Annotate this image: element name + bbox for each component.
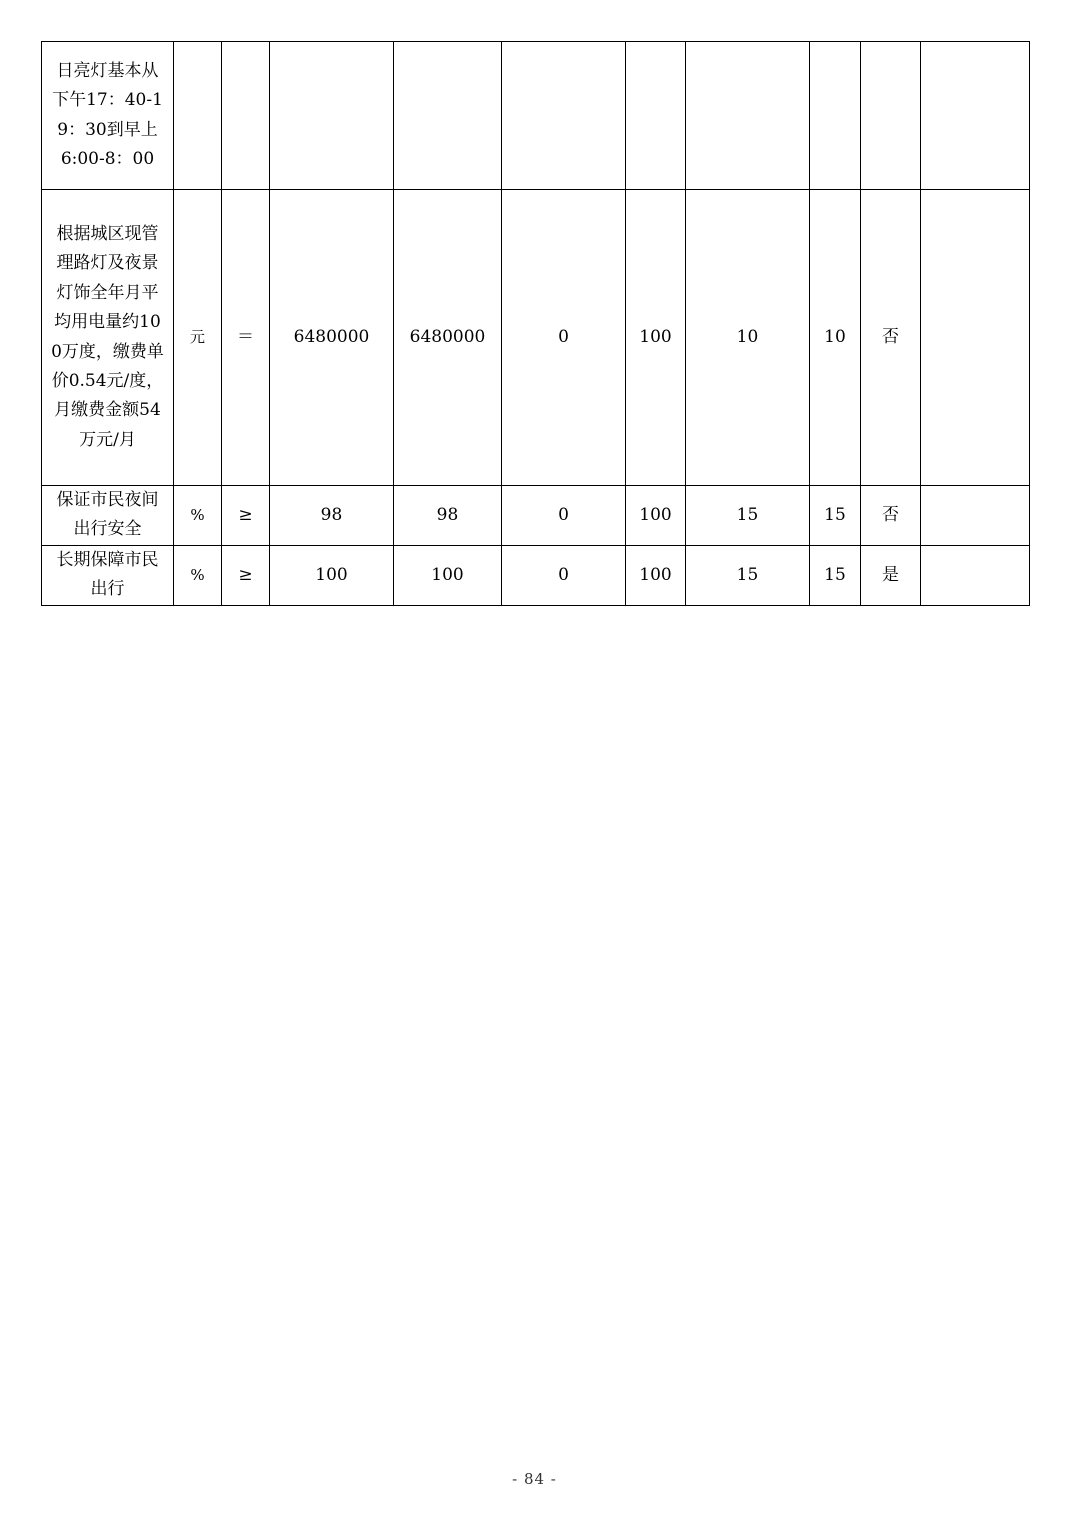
indicator-description-cell: 长期保障市民出行 — [42, 545, 174, 605]
operator-cell: ≥ — [222, 486, 270, 546]
remark-cell — [921, 545, 1030, 605]
performance-table — [41, 41, 1030, 606]
indicator-description-cell: 日亮灯基本从下午17：40-19：30到早上6:00-8：00 — [42, 42, 174, 190]
deviation-cell: 0 — [502, 545, 626, 605]
flag-cell — [861, 42, 921, 190]
indicator-description-cell: 保证市民夜间出行安全 — [42, 486, 174, 546]
operator-cell: ＝ — [222, 190, 270, 486]
unit-cell: % — [174, 486, 222, 546]
flag-cell: 是 — [861, 545, 921, 605]
flag-cell: 否 — [861, 190, 921, 486]
actual-value-cell: 6480000 — [394, 190, 502, 486]
completion-rate-cell: 100 — [626, 190, 686, 486]
completion-rate-cell: 100 — [626, 545, 686, 605]
operator-cell — [222, 42, 270, 190]
page-number: - 84 - — [512, 1470, 557, 1488]
deviation-cell: 0 — [502, 190, 626, 486]
score-cell: 10 — [810, 190, 861, 486]
actual-value-cell — [394, 42, 502, 190]
table-row — [42, 486, 1030, 546]
completion-rate-cell — [626, 42, 686, 190]
target-value-cell: 98 — [270, 486, 394, 546]
unit-cell — [174, 42, 222, 190]
actual-value-cell: 100 — [394, 545, 502, 605]
remark-cell — [921, 190, 1030, 486]
target-value-cell — [270, 42, 394, 190]
remark-cell — [921, 42, 1030, 190]
deviation-cell: 0 — [502, 486, 626, 546]
weight-cell — [686, 42, 810, 190]
operator-cell: ≥ — [222, 545, 270, 605]
table-row — [42, 190, 1030, 486]
unit-cell: % — [174, 545, 222, 605]
score-cell: 15 — [810, 486, 861, 546]
completion-rate-cell: 100 — [626, 486, 686, 546]
weight-cell: 15 — [686, 545, 810, 605]
weight-cell: 10 — [686, 190, 810, 486]
table-row — [42, 42, 1030, 190]
remark-cell — [921, 486, 1030, 546]
score-cell: 15 — [810, 545, 861, 605]
indicator-description-cell: 根据城区现管理路灯及夜景灯饰全年月平均用电量约100万度，缴费单价0.54元/度，月缴费金额54万元/月 — [42, 190, 174, 486]
target-value-cell: 100 — [270, 545, 394, 605]
table-row — [42, 545, 1030, 605]
weight-cell: 15 — [686, 486, 810, 546]
target-value-cell: 6480000 — [270, 190, 394, 486]
deviation-cell — [502, 42, 626, 190]
score-cell — [810, 42, 861, 190]
unit-cell: 元 — [174, 190, 222, 486]
flag-cell: 否 — [861, 486, 921, 546]
actual-value-cell: 98 — [394, 486, 502, 546]
